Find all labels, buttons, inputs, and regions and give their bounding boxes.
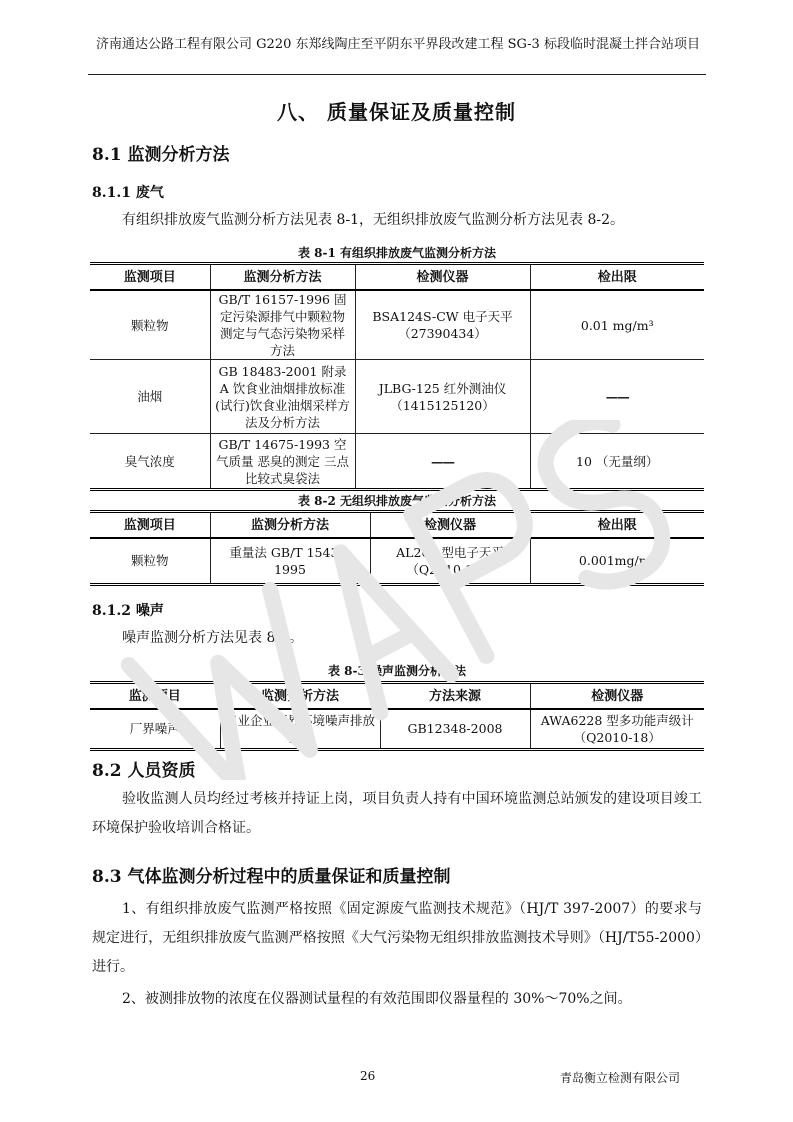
table-8-1 (90, 262, 704, 491)
column-header: 监测分析方法 (210, 264, 355, 291)
table-header-row (90, 264, 704, 291)
table-row (90, 434, 704, 490)
table-cell: —— (530, 360, 704, 434)
table-cell: —— (355, 434, 530, 490)
section-8-3-paragraph-2: 2、被测排放物的浓度在仪器测试量程的有效范围即仪器量程的 30%～70%之间。 (122, 991, 632, 1007)
header-rule (88, 74, 706, 75)
table-cell: AWA6228 型多功能声级计（Q2010-18） (530, 709, 704, 749)
column-header: 检测仪器 (355, 264, 530, 291)
table-row (90, 538, 704, 584)
table-cell: GB12348-2008 (380, 709, 530, 749)
table-cell: 厂界噪声 (90, 709, 220, 749)
table-row (90, 290, 704, 360)
column-header: 检测仪器 (370, 512, 530, 539)
table-cell: 0.001mg/m³ (530, 538, 704, 584)
column-header: 方法来源 (380, 683, 530, 710)
column-header: 检出限 (530, 264, 704, 291)
table-cell: GB/T 14675-1993 空气质量 恶臭的测定 三点比较式臭袋法 (210, 434, 355, 490)
table-cell: GB/T 16157-1996 固定污染源排气中颗粒物测定与气态污染物采样方法 (210, 290, 355, 360)
column-header: 监测项目 (90, 512, 210, 539)
table-cell: 油烟 (90, 360, 210, 434)
column-header: 监测项目 (90, 683, 220, 710)
table-cell: 工业企业厂界环境噪声排放标准 (220, 709, 380, 749)
table-cell: JLBG-125 红外测油仪（1415125120） (355, 360, 530, 434)
table-row (90, 360, 704, 434)
table-8-3 (90, 681, 704, 751)
table-8-1-caption: 表 8-1 有组织排放废气监测分析方法 (297, 246, 497, 260)
page-header: 济南通达公路工程有限公司 G220 东郑线陶庄至平阴东平界段改建工程 SG-3 标段临时混凝土拌合站项目 (96, 37, 700, 52)
table-header-row (90, 512, 704, 539)
table-row (90, 709, 704, 749)
table-cell: 0.01 mg/m³ (530, 290, 704, 360)
section-8-3-title: 8.3 气体监测分析过程中的质量保证和质量控制 (92, 867, 451, 887)
section-8-3-paragraph-1: 1、有组织排放废气监测严格按照《固定源废气监测技术规范》（HJ/T 397-2007）的要求与规定进行，无组织排放废气监测严格按照《大气污染物无组织排放监测技术导则》（HJ/T55-2000）进行。 (92, 901, 702, 975)
table-8-2-caption: 表 8-2 无组织排放废气监测分析方法 (297, 494, 497, 508)
section-8-2-text: 验收监测人员均经过考核并持证上岗，项目负责人持有中国环境监测总站颁发的建设项目竣工环境保护验收培训合格证。 (92, 791, 702, 836)
section-8-1-1-title: 8.1.1 废气 (92, 185, 164, 201)
page-number: 26 (360, 1069, 376, 1083)
table-8-2 (90, 510, 704, 586)
chapter-title: 八、 质量保证及质量控制 (277, 100, 516, 124)
section-8-1-2-text: 噪声监测分析方法见表 8-3。 (122, 630, 303, 646)
column-header: 检测仪器 (530, 683, 704, 710)
table-cell: 臭气浓度 (90, 434, 210, 490)
column-header: 监测项目 (90, 264, 210, 291)
table-cell: 重量法 GB/T 15432-1995 (210, 538, 370, 584)
footer-company: 青岛衡立检测有限公司 (560, 1071, 681, 1085)
column-header: 监测分析方法 (220, 683, 380, 710)
section-8-2-title: 8.2 人员资质 (92, 761, 196, 781)
section-8-1-2-title: 8.1.2 噪声 (92, 603, 164, 619)
section-8-1-title: 8.1 监测分析方法 (92, 145, 230, 165)
column-header: 监测分析方法 (210, 512, 370, 539)
table-cell: AL204 型电子天平（Q2010-05） (370, 538, 530, 584)
table-header-row (90, 683, 704, 710)
table-cell: GB 18483-2001 附录 A 饮食业油烟排放标准(试行)饮食业油烟采样方法及分析方法 (210, 360, 355, 434)
table-cell: 颗粒物 (90, 538, 210, 584)
table-cell: BSA124S-CW 电子天平（27390434） (355, 290, 530, 360)
table-cell: 颗粒物 (90, 290, 210, 360)
section-8-1-1-text: 有组织排放废气监测分析方法见表 8-1，无组织排放废气监测分析方法见表 8-2。 (122, 212, 624, 228)
table-cell: 10 （无量纲） (530, 434, 704, 490)
column-header: 检出限 (530, 512, 704, 539)
table-8-3-caption: 表 8-3 噪声监测分析方法 (327, 664, 467, 678)
